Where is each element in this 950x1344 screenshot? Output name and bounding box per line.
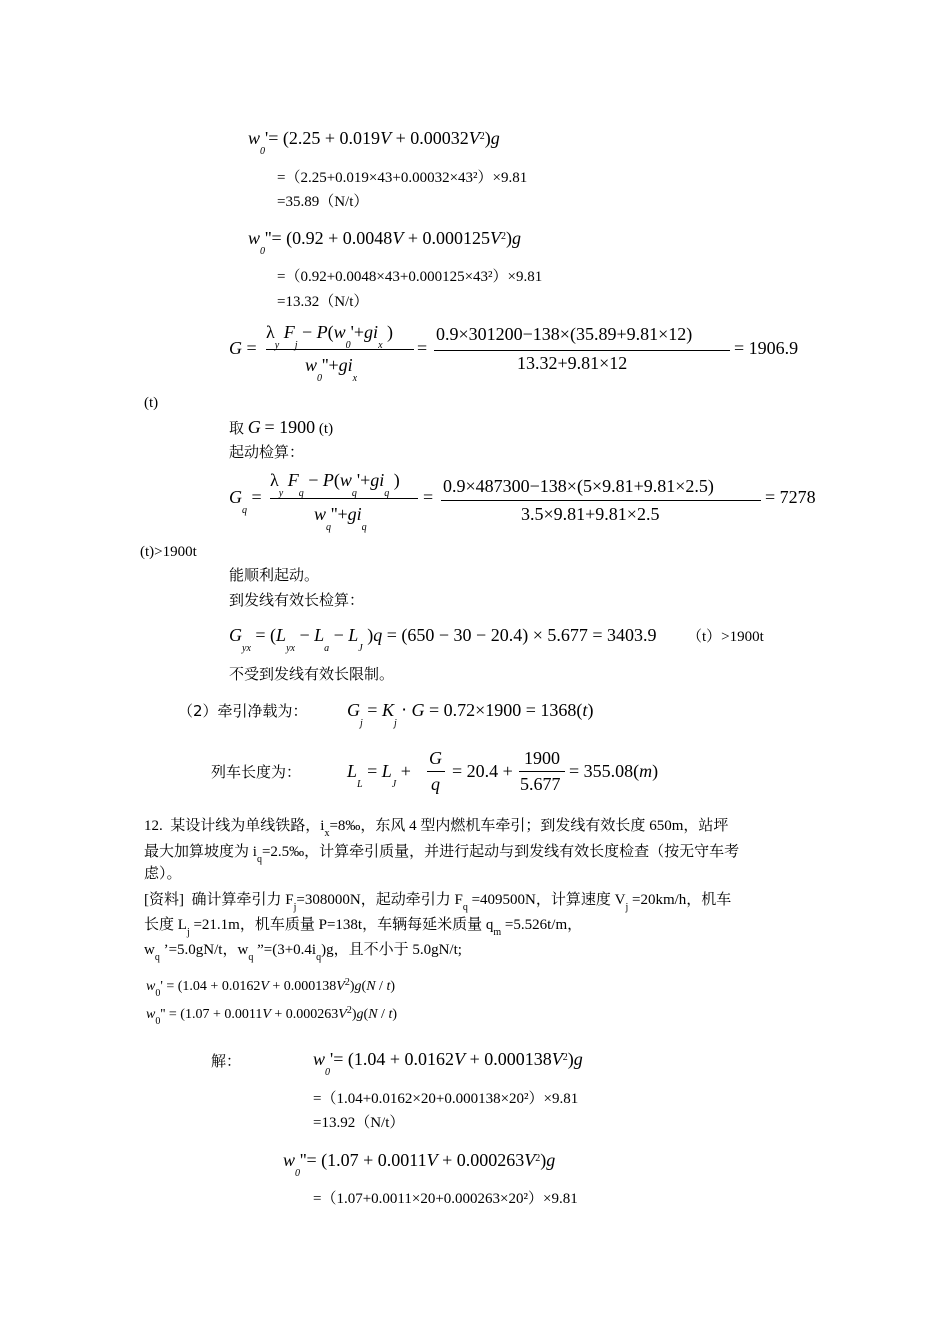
eq-w0-prime-result: =35.89（N/t） (277, 194, 369, 210)
eq-w0-prime-calc: =（2.25+0.019×43+0.00032×43²）×9.81 (277, 170, 528, 186)
problem12-line2: 最大加算坡度为 $i_q=2.5‰$，计算牵引质量，并进行起动与到发线有效长度检查（按无守车考 (144, 842, 740, 865)
eq-G-equals: = (417, 338, 428, 358)
eq-Gq-equals: = (423, 487, 434, 507)
solution-eq-w0-double-prime-calc: =（1.07+0.0011×20+0.000263×20²）×9.81 (313, 1191, 578, 1207)
eq-LL-result: = 355.08(m) (569, 761, 659, 781)
eq-LL-frac1-den: q (431, 774, 440, 794)
line-check-label: 到发线有效长检算： (229, 591, 365, 609)
solution-eq-w0-double-prime: $w_0''= (1.07 + 0.0011V + 0.000263V^2)g$ (283, 1150, 556, 1179)
problem12-line6: $w_q$ ’=5.0gN/t，$w_q$ $”=(3+0.4i_q)g$，且不小于 5.0gN/t; (144, 940, 462, 963)
eq-LL-frac1-num: G (429, 748, 442, 768)
eq-Gq-lhs: $G_q$ = (229, 487, 262, 516)
net-load-label: （2）牵引净载为： (178, 702, 308, 720)
eq-Gq-numerator-values: 0.9×487300−138×(5×9.81+9.81×2.5) (443, 476, 714, 496)
train-length-label: 列车长度为： (211, 763, 302, 781)
eq-w0-prime: $w_0'= (2.25 + 0.019V + 0.00032V^2)g$ (248, 128, 500, 157)
eq-LL-mid: = 20.4 + (452, 761, 513, 781)
solution-eq-w0-prime: $w_0'= (1.04 + 0.0162V + 0.000138V^2)g$ (313, 1049, 583, 1078)
eq-Gq-denominator: $w_q''+gi_q$ (314, 504, 367, 533)
eq-LL-frac2-bar (519, 771, 565, 772)
eq-Gq-numerator: $\lambda_y$ $F_q - P(w_q'+gi_q$ ) (270, 470, 400, 499)
eq-Gq-result: = 7278 (765, 487, 816, 507)
eq-w0-double-prime-result: =13.32（N/t） (277, 294, 369, 310)
eq-Gj: $G_j = K_j \cdot G = 0.72\times 1900 = 1368(t)$ (347, 700, 594, 729)
eq-G-values-bar (434, 350, 730, 351)
eq-G-fraction-bar (266, 349, 414, 350)
eq-Gyx-unit: （t）>1900t (687, 629, 764, 645)
unit-t-1: (t) (144, 395, 159, 411)
startup-check-label: 起动检算： (229, 443, 305, 461)
solution-label: 解： (211, 1052, 242, 1070)
eq-w0-double-prime: $w_0''= (0.92 + 0.0048V + 0.000125V^2)g$ (248, 228, 521, 257)
eq-LL-frac2-num: 1900 (524, 748, 560, 768)
not-limited-text: 不受到发线有效长限制。 (229, 665, 395, 683)
eq-Gq-denominator-values: 3.5×9.81+9.81×2.5 (521, 504, 660, 524)
eq-G-numerator-values: 0.9×301200−138×(35.89+9.81×12) (436, 324, 693, 344)
eq-LL-frac1-bar (427, 771, 445, 772)
eq-Gq-fraction-bar (270, 498, 418, 499)
problem12-line1: 12. 某设计线为单线铁路，$i_x=8‰$，东风 4 型内燃机车牵引；到发线有效长度 650m，站坪 (144, 816, 729, 839)
eq-LL-frac2-den: 5.677 (520, 774, 561, 794)
take-G: 取 G = 1900 (t) (229, 417, 334, 437)
eq-LL-lhs: $L_L = L_J$ + (347, 761, 411, 790)
solution-eq-w0-prime-result: =13.92（N/t） (313, 1115, 405, 1131)
eq-G-lhs: G = (229, 338, 257, 358)
problem12-line4: [资料] 确计算牵引力 $F_j=308000N$，起动牵引力 $F_q =409500N$，计算速度 $V_j =20km/h$，机车 (144, 890, 732, 913)
eq-Gyx: $G_{yx} = (L_{yx} - L_a - L_J$ )q = (650 − 30 − 20.4) × 5.677 = 3403.9 (229, 625, 657, 654)
eq-G-denominator: $w_0''+gi_x$ (305, 355, 358, 384)
eq-G-numerator: $\lambda_y$ $F_j - P(w_0'+gi_x$ ) (266, 322, 394, 351)
problem12-line5: 长度 $L_j =21.1m$，机车质量 P=138t，车辆每延米质量 $q_m =5.526t/m$， (144, 915, 583, 938)
problem12-line3: 虑）。 (144, 864, 182, 882)
gq-unit: (t)>1900t (140, 544, 197, 560)
problem12-formula2: $w_0'' = (1.07 + 0.0011V + 0.000263V^2)g(N / t)$ (146, 1005, 397, 1027)
can-start-text: 能顺利起动。 (229, 566, 320, 584)
problem12-formula1: $w_0' = (1.04 + 0.0162V + 0.000138V^2)g(N / t)$ (146, 977, 395, 999)
eq-Gq-values-bar (441, 500, 761, 501)
eq-w0-double-prime-calc: =（0.92+0.0048×43+0.000125×43²）×9.81 (277, 269, 543, 285)
eq-G-result: = 1906.9 (734, 338, 799, 358)
solution-eq-w0-prime-calc: =（1.04+0.0162×20+0.000138×20²）×9.81 (313, 1091, 579, 1107)
eq-G-denominator-values: 13.32+9.81×12 (517, 353, 628, 373)
